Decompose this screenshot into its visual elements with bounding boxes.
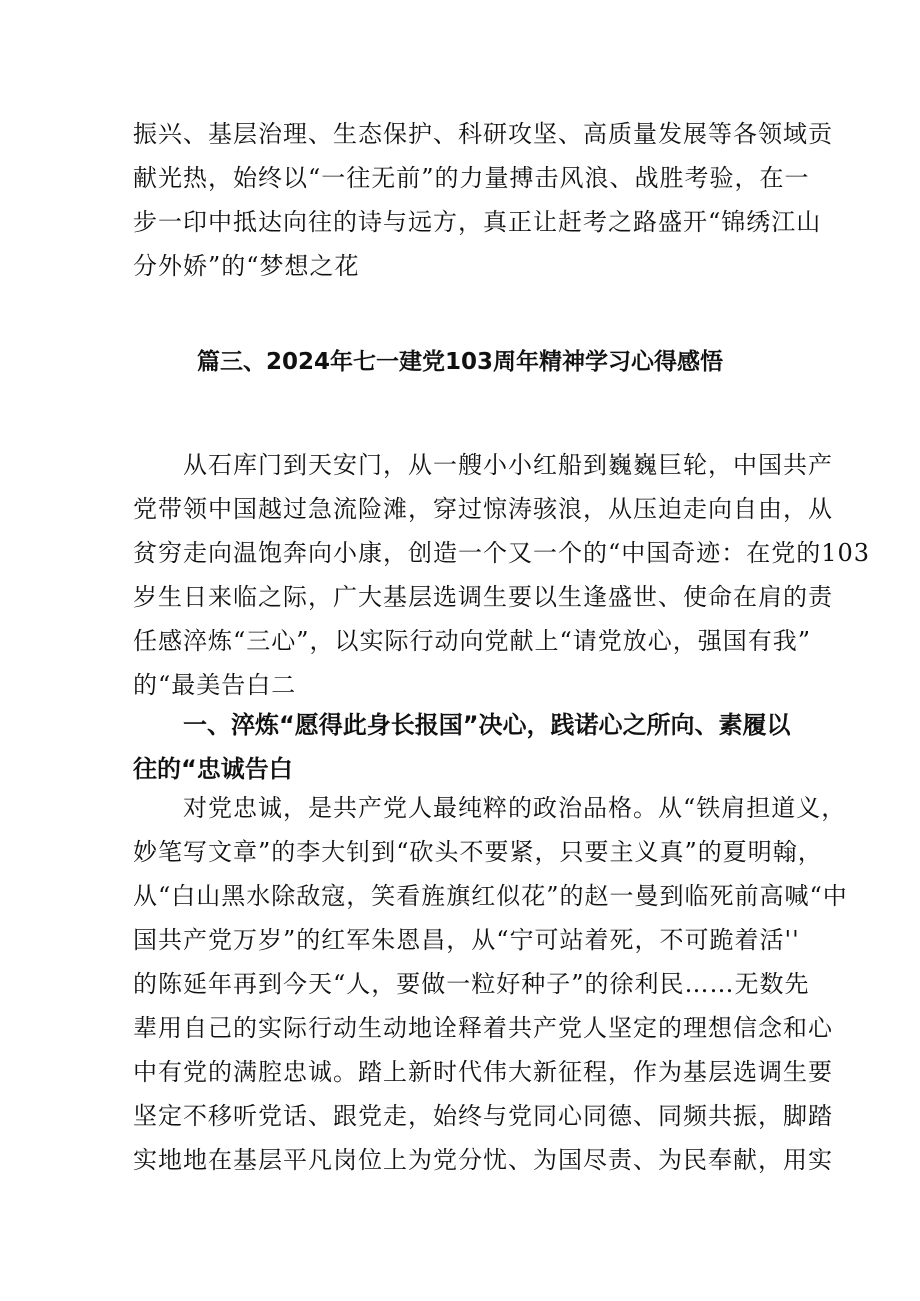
- paragraph-line: 坚定不移听党话、跟党走，始终与党同心同德、同频共振，脚踏: [133, 1102, 833, 1130]
- paragraph-line: 振兴、基层治理、生态保护、科研攻坚、高质量发展等各领域贡: [133, 120, 833, 148]
- paragraph-line: 从石库门到天安门，从一艘小小红船到巍巍巨轮，中国共产: [183, 451, 833, 479]
- paragraph-line: 从“白山黑水除敌寇，笑看旌旗红似花”的赵一曼到临死前高喊“中: [133, 882, 848, 910]
- paragraph-line: 献光热，始终以“一往无前”的力量搏击风浪、战胜考验，在一: [133, 164, 810, 192]
- section-title: 篇三、2024年七一建党103周年精神学习心得感悟: [196, 349, 724, 375]
- paragraph-line: 对党忠诚，是共产党人最纯粹的政治品格。从“铁肩担道义，: [183, 794, 847, 822]
- heading-line: 往的“忠诚告白: [133, 755, 293, 783]
- paragraph-line: 中有党的满腔忠诚。踏上新时代伟大新征程，作为基层选调生要: [133, 1058, 833, 1086]
- paragraph-line: 的“最美告白二: [133, 671, 297, 699]
- paragraph-line: 的陈延年再到今天“人，要做一粒好种子”的徐利民……无数先: [133, 970, 810, 998]
- paragraph-line: 岁生日来临之际，广大基层选调生要以生逢盛世、使命在肩的责: [133, 583, 833, 611]
- paragraph-line: 贫穷走向温饱奔向小康，创造一个又一个的“中国奇迹：在党的103: [133, 539, 871, 567]
- paragraph-2: [133, 786, 848, 1182]
- paragraph-line: 实地地在基层平凡岗位上为党分忧、为国尽责、为民奉献，用实: [133, 1146, 833, 1174]
- paragraph-line: 国共产党万岁”的红军朱恩昌，从“宁可站着死，不可跪着活'': [133, 926, 800, 954]
- paragraph-line: 步一印中抵达向往的诗与远方，真正让赶考之路盛开“锦绣江山: [133, 208, 822, 236]
- heading-1: [133, 703, 803, 791]
- paragraph-line: 任感淬炼“三心”，以实际行动向党献上“请党放心，强国有我”: [133, 627, 812, 655]
- paragraph-line: 党带领中国越过急流险滩，穿过惊涛骇浪，从压迫走向自由，从: [133, 495, 833, 523]
- paragraph-line: 辈用自己的实际行动生动地诠释着共产党人坚定的理想信念和心: [133, 1014, 833, 1042]
- paragraph-1: [133, 443, 871, 707]
- paragraph-line: 分外娇”的“梦想之花: [133, 252, 360, 280]
- heading-line: 一、淬炼“愿得此身长报国”决心，践诺心之所向、素履以: [183, 711, 791, 739]
- intro-paragraph: [133, 112, 833, 288]
- paragraph-line: 妙笔写文章”的李大钊到“砍头不要紧，只要主义真”的夏明翰，: [133, 838, 823, 866]
